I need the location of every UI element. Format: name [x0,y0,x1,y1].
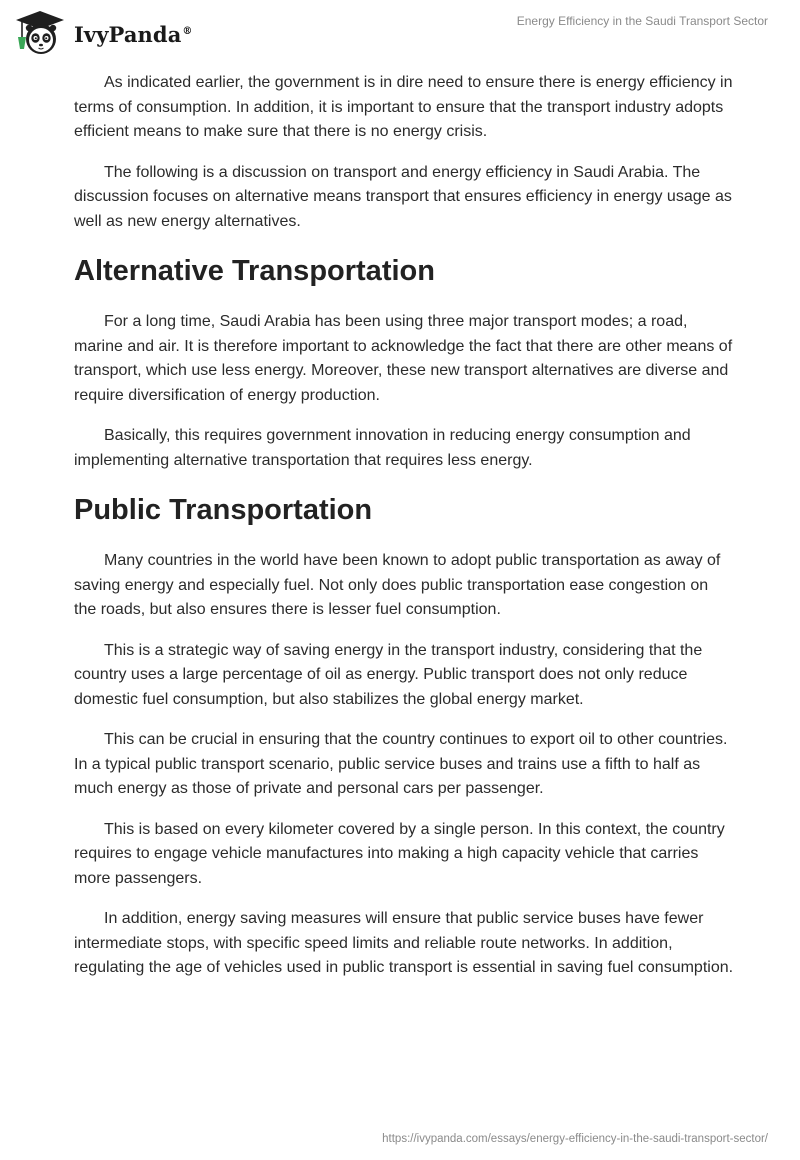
paragraph: For a long time, Saudi Arabia has been using three major transport modes; a road, marine and air. It is therefore important to acknowledge the fact that there are other means of transport, which use less energy. Moreover, these new transport alternatives are diverse and require diversification of energy production. [74,313,733,404]
section-heading-public-transportation: Public Transportation [74,494,373,526]
paragraph: The following is a discussion on transport and energy efficiency in Saudi Arabia. The discussion focuses on alternative means transport that ensures efficiency in energy usage as well as new energy alternatives. [74,163,732,230]
section-heading-alternative-transportation: Alternative Transportation [74,255,435,287]
brand-logo[interactable] [14,9,193,57]
panda-logo-icon [14,9,66,57]
paragraph: This is based on every kilometer covered by a single person. In this context, the country requires to engage vehicle manufactures into making a high capacity vehicle that carries more passengers. [74,820,725,887]
paragraph: As indicated earlier, the government is in dire need to ensure there is energy efficiency in terms of consumption. In addition, it is important to ensure that the transport industry adopts efficient means to make sure that there is no energy crisis. [74,74,733,140]
page-header [0,0,800,70]
article-body [74,71,734,997]
source-url[interactable]: https://ivypanda.com/essays/energy-efficiency-in-the-saudi-transport-sector/ [382,1133,768,1145]
paragraph: Many countries in the world have been known to adopt public transportation as away of saving energy and especially fuel. Not only does public transportation ease congestion on the roads, but also ensures there is lesser fuel consumption. [74,552,721,618]
paragraph: In addition, energy saving measures will ensure that public service buses have fewer intermediate stops, with specific speed limits and reliable route networks. In addition, regulating the age of vehicles used in public transport is essential in saving fuel consumption. [74,910,734,976]
paragraph: This can be crucial in ensuring that the country continues to export oil to other countries. In a typical public transport scenario, public service buses and trains use a fifth to half as much energy as those of private and personal cars per passenger. [74,731,728,797]
paragraph: Basically, this requires government innovation in reducing energy consumption and implementing alternative transportation that requires less energy. [74,427,691,469]
document-title: Energy Efficiency in the Saudi Transport Sector [516,14,768,28]
brand-name: IvyPanda® [74,21,193,47]
paragraph: This is a strategic way of saving energy in the transport industry, considering that the country uses a large percentage of oil as energy. Public transport does not only reduce domestic fuel consumption, but also stabilizes the global energy market. [74,641,703,708]
